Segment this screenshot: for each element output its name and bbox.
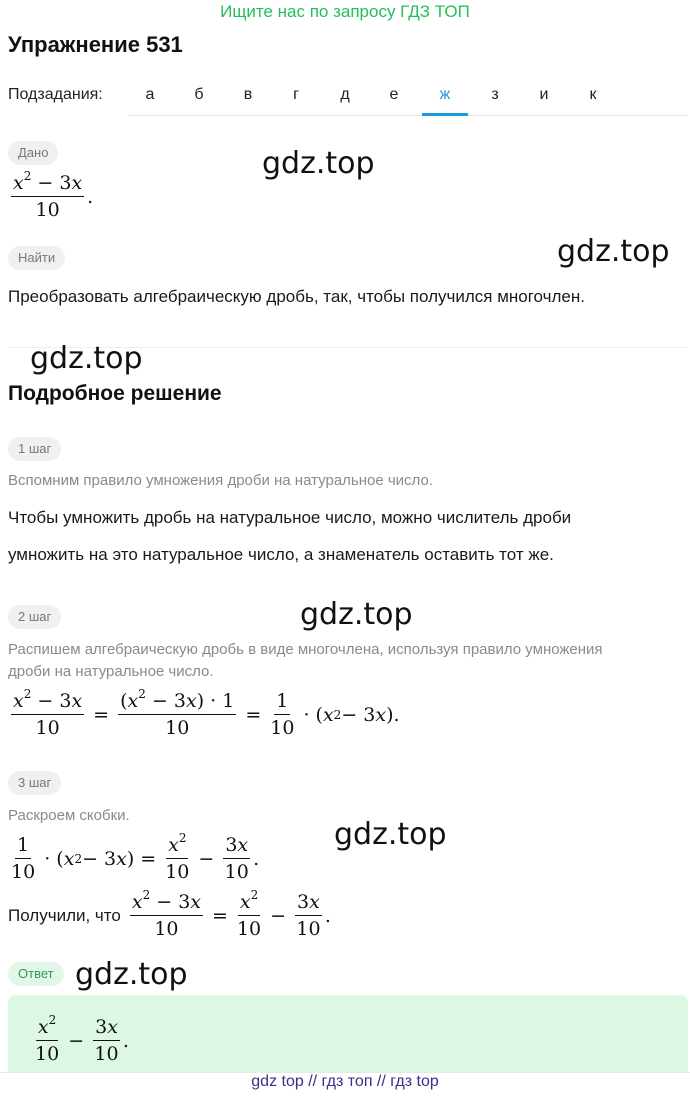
find-text: Преобразовать алгебраическую дробь, так, чтобы получился многочлен. (8, 287, 585, 306)
watermark: gdz.top (334, 817, 447, 852)
watermark: gdz.top (557, 234, 670, 269)
find-pill: Найти (8, 246, 65, 270)
answer-pill: Ответ (8, 962, 64, 986)
page-title: Упражнение 531 (8, 32, 183, 57)
tab-a[interactable]: а (145, 86, 155, 103)
watermark: gdz.top (75, 957, 188, 992)
step2-hint-line2: дроби на натуральное число. (8, 663, 214, 680)
footer-links[interactable]: gdz top // гдз топ // гдз top (251, 1073, 439, 1090)
step1-text-line1: Чтобы умножить дробь на натуральное число, можно числитель дроби (8, 508, 572, 527)
tab-g[interactable]: г (293, 86, 299, 103)
tab-z[interactable]: з (491, 86, 499, 103)
subtasks-divider (128, 115, 688, 116)
step1-hint: Вспомним правило умножения дроби на натуральное число. (8, 472, 433, 489)
tab-v[interactable]: в (243, 86, 253, 103)
step1-text-line2: умножить на это натуральное число, а знаменатель оставить тот же. (8, 545, 554, 564)
step2-equation: $\frac{x^2 - 3x}{10}$ = $\frac{(x^2 - 3x) \cdot 1}{10}$ = $\frac{1}{10}$ · ( x 2 − 3 x ). (13, 687, 400, 739)
step1-pill: 1 шаг (8, 437, 61, 461)
tab-d[interactable]: д (340, 86, 350, 103)
tab-b[interactable]: б (194, 86, 204, 103)
given-expression: $\frac{x^2 - 3x}{10}$ . (13, 169, 94, 221)
tab-active-indicator (422, 113, 468, 116)
top-banner[interactable]: Ищите нас по запросу ГДЗ ТОП (220, 2, 470, 21)
step3-result: Получили, что $\frac{x^2 - 3x}{10}$ = $\frac{x^2}{10}$ − $\frac{3x}{10}$ . (8, 888, 331, 940)
solution-title: Подробное решение (8, 382, 222, 405)
answer-expression: $\frac{x^2}{10}$ − $\frac{3x}{10}$ . (35, 1013, 129, 1065)
given-pill: Дано (8, 141, 58, 165)
watermark: gdz.top (300, 597, 413, 632)
tab-i[interactable]: и (539, 86, 549, 103)
step2-pill: 2 шаг (8, 605, 61, 629)
tab-e[interactable]: е (389, 86, 399, 103)
subtasks-label: Подзадания: (8, 86, 103, 103)
tab-zh[interactable]: ж (439, 86, 451, 103)
watermark: gdz.top (262, 146, 375, 181)
step3-equation: $\frac{1}{10}$ · ( x 2 − 3 x ) = $\frac{x^2}{10}$ − $\frac{3x}{10}$ . (11, 831, 260, 883)
step2-hint-line1: Распишем алгебраическую дробь в виде многочлена, используя правило умножения (8, 641, 603, 658)
watermark: gdz.top (30, 341, 143, 376)
step3-result-prefix: Получили, что (8, 905, 121, 925)
step3-hint: Раскроем скобки. (8, 807, 130, 824)
step3-pill: 3 шаг (8, 771, 61, 795)
tab-k[interactable]: к (589, 86, 597, 103)
